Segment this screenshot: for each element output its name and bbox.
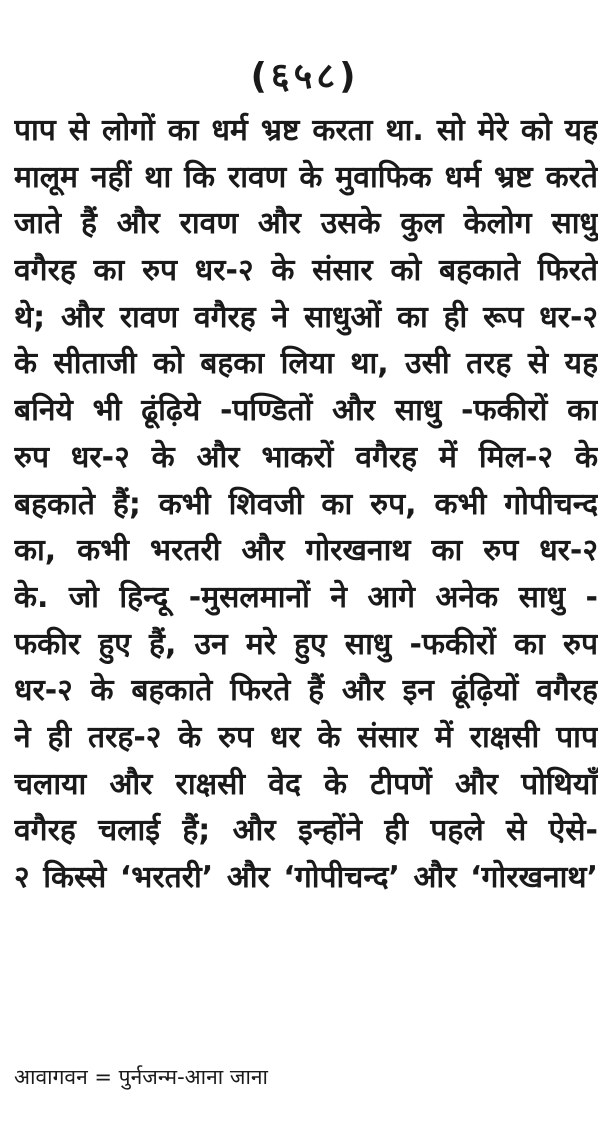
text-line-7: बनिये भी ढूंढ़िये -पण्डितों और साधु -फकीरों का <box>14 393 598 429</box>
text-line-11: के. जो हिन्दू -मुसलमानों ने आगे अनेक साधु - <box>14 579 598 615</box>
text-line-14: ने ही तरह-२ के रुप धर के संसार में राक्षसी पाप <box>14 719 598 755</box>
text-line-10: का, कभी भरतरी और गोरखनाथ का रुप धर-२ <box>14 533 598 569</box>
text-line-3: जाते हैं और रावण और उसके कुल केलोग साधु <box>14 206 598 242</box>
footnote: आवागवन = पुर्नजन्म-आना जाना <box>14 1065 269 1089</box>
text-line-8: रुप धर-२ के और भाकरों वगैरह में मिल-२ के <box>14 439 598 475</box>
text-line-1: पाप से लोगों का धर्म भ्रष्ट करता था. सो मेरे को यह <box>14 113 598 148</box>
text-line-2: मालूम नहीं था कि रावण के मुवाफिक धर्म भ्रष्ट करते <box>14 159 598 195</box>
text-line-9: बहकाते हैं; कभी शिवजी का रुप, कभी गोपीचन्द <box>14 486 598 522</box>
page-number: (६५८) <box>250 56 360 97</box>
text-line-15: चलाया और राक्षसी वेद के टीपणें और पोथियाँ <box>14 766 598 802</box>
body-text <box>14 108 598 902</box>
text-line-6: के सीताजी को बहका लिया था, उसी तरह से यह <box>14 346 598 382</box>
text-line-13: धर-२ के बहकाते फिरते हैं और इन ढूंढ़ियों वगैरह <box>14 673 598 709</box>
text-line-12: फकीर हुए हैं, उन मरे हुए साधु -फकीरों का रुप <box>14 626 598 662</box>
text-line-4: वगैरह का रुप धर-२ के संसार को बहकाते फिरते <box>14 253 598 289</box>
text-line-17: २ किस्से ‘भरतरी’ और ‘गोपीचन्द’ और ‘गोरखनाथ’ <box>14 860 598 895</box>
text-line-5: थे; और रावण वगैरह ने साधुओं का ही रूप धर-२ <box>14 299 598 335</box>
text-line-16: वगैरह चलाई हैं; और इन्होंने ही पहले से ऐसे- <box>14 813 598 849</box>
